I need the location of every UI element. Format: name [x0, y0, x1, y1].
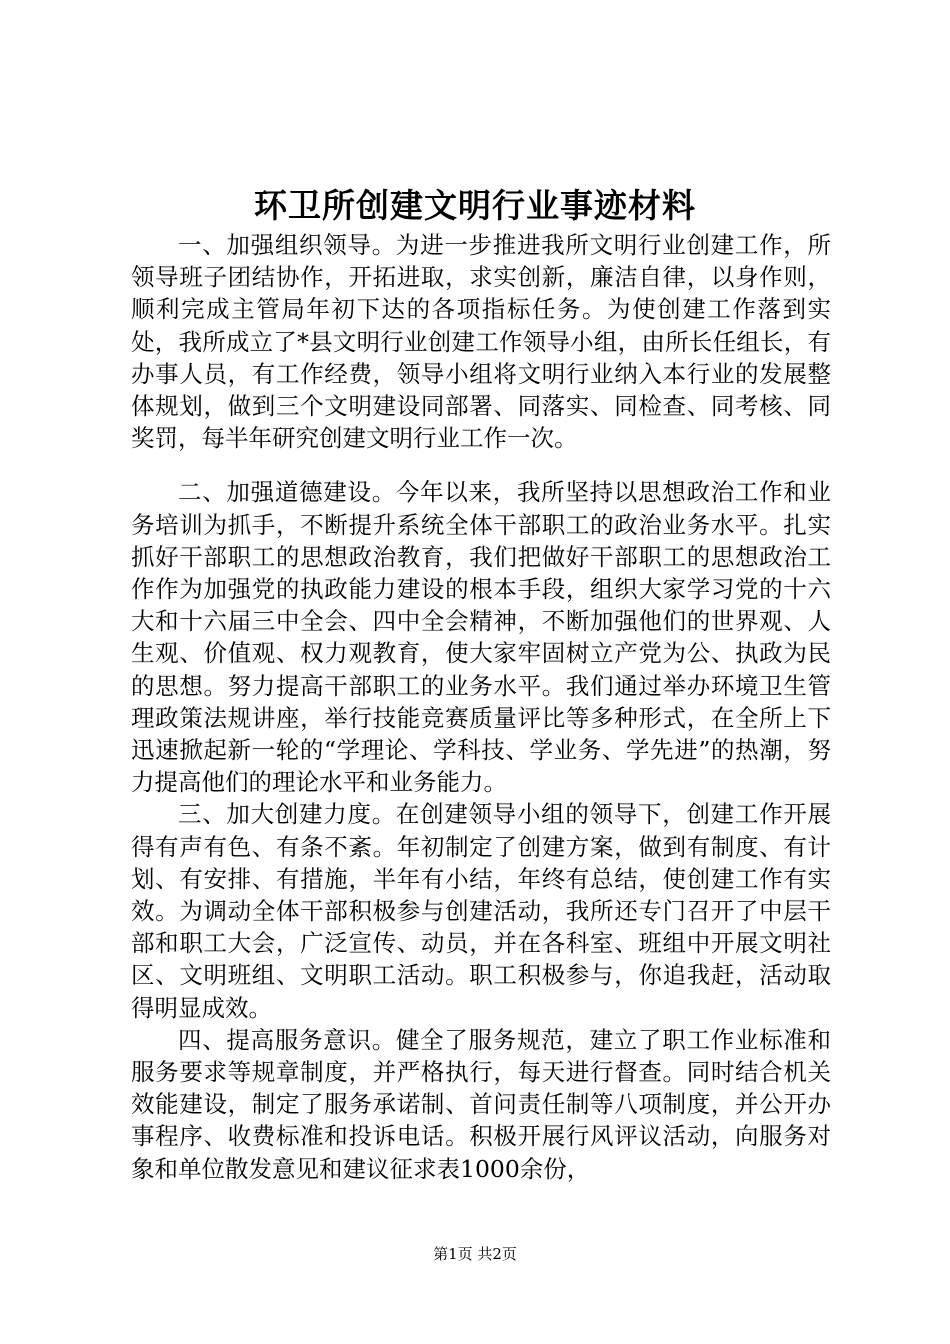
paragraph-1: 一、加强组织领导。为进一步推进我所文明行业创建工作，所领导班子团结协作，开拓进取，求实创新，廉洁自律，以身作则，顺利完成主管局年初下达的各项指标任务。为使创建工作落到实处，我所成立了*县文明行业创建工作领导小组，由所长任组长，有办事人员，有工作经费，领导小组将文明行业纳入本行业的发展整体规划，做到三个文明建设同部署、同落实、同检查、同考核、同奖罚，每半年研究创建文明行业工作一次。	[131, 231, 831, 453]
paragraph-3: 三、加大创建力度。在创建领导小组的领导下，创建工作开展得有声有色、有条不紊。年初制定了创建方案，做到有制度、有计划、有安排、有措施，半年有小结，年终有总结，使创建工作有实效。为调动全体干部积极参与创建活动，我所还专门召开了中层干部和职工大会，广泛宣传、动员，并在各科室、班组中开展文明社区、文明班组、文明职工活动。职工积极参与，你追我赶，活动取得明显成效。	[131, 800, 831, 1022]
document-title: 环卫所创建文明行业事迹材料	[254, 186, 696, 225]
document-body	[131, 229, 831, 1185]
paragraph-2: 二、加强道德建设。今年以来，我所坚持以思想政治工作和业务培训为抓手，不断提升系统全体干部职工的政治业务水平。扎实抓好干部职工的思想政治教育，我们把做好干部职工的思想政治工作作为加强党的执政能力建设的根本手段，组织大家学习党的十六大和十六届三中全会、四中全会精神，不断加强他们的世界观、人生观、价值观、权力观教育，使大家牢固树立产党为公、执政为民的思想。努力提高干部职工的业务水平。我们通过举办环境卫生管理政策法规讲座，举行技能竞赛质量评比等多种形式，在全所上下迅速掀起新一轮的“学理论、学科技、学业务、学先进”的热潮，努力提高他们的理论水平和业务能力。	[131, 478, 831, 797]
page-number-footer: 第1页 共2页	[433, 1245, 517, 1263]
paragraph-4: 四、提高服务意识。健全了服务规范，建立了职工作业标准和服务要求等规章制度，并严格执行，每天进行督查。同时结合机关效能建设，制定了服务承诺制、首问责任制等八项制度，并公开办事程序、收费标准和投诉电话。积极开展行风评议活动，向服务对象和单位散发意见和建议征求表1000余份，	[131, 1025, 831, 1183]
